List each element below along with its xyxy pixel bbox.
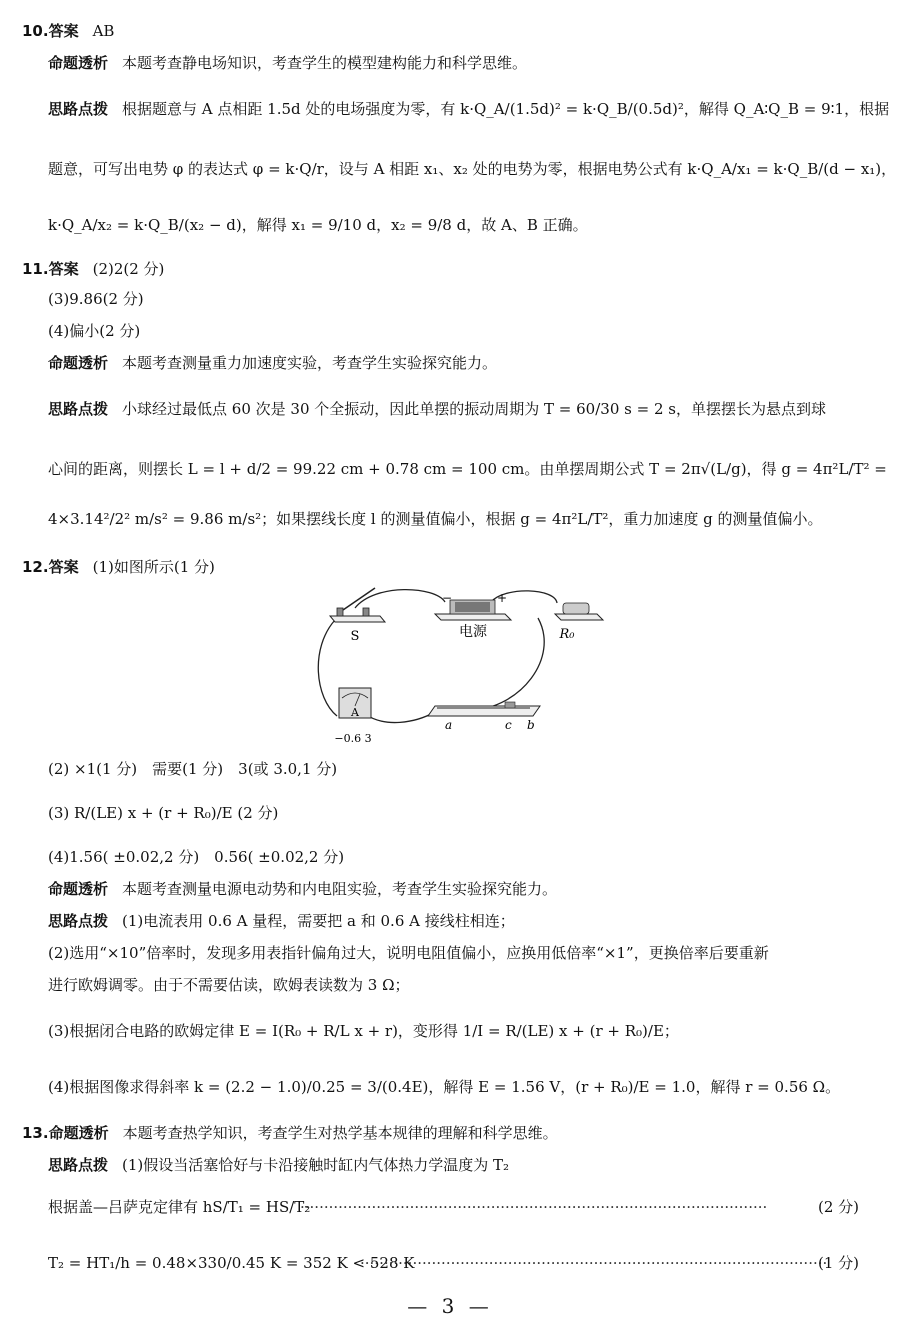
q13-leader-dots-2: ·································································································· [360, 1254, 828, 1272]
q11-number: 11. [22, 260, 49, 278]
q12-answer-1: (1)如图所示(1 分) [92, 558, 215, 576]
q12-analysis-line [48, 878, 557, 900]
ammeter-label: A [351, 706, 359, 719]
q13-score-1: (2 分) [818, 1198, 860, 1216]
q11-analysis: 本题考查测量重力加速度实验，考查学生实验探究能力。 [122, 354, 498, 372]
source-label: 电源 [459, 624, 487, 640]
q11-answer-line [22, 258, 164, 280]
page-number: — 3 — [407, 1294, 493, 1318]
q10-analysis-line [48, 52, 527, 74]
q12-answer-2: (2) ×1(1 分) 需要(1 分) 3(或 3.0,1 分) [48, 760, 338, 778]
rheostat-c: c [505, 718, 512, 732]
q10-answer: AB [92, 22, 115, 40]
q12-hint-text1: (1)电流表用 0.6 A 量程，需要把 a 和 0.6 A 接线柱相连； [122, 912, 515, 930]
ammeter-terminals: −0.6 3 [334, 732, 372, 745]
q12-answer-3: (3) R/(LE) x + (r + R₀)/E (2 分) [48, 804, 279, 822]
rheostat [428, 702, 540, 732]
q12-hint-line2a: (2)选用“×10”倍率时，发现多用表指针偏角过大，说明电阻值偏小，应换用低倍率“×1”，更换倍率后要重新 [48, 944, 769, 962]
q10-analysis: 本题考查静电场知识，考查学生的模型建构能力和科学思维。 [122, 54, 528, 72]
q12-hint-line4: (4)根据图像求得斜率 k = (2.2 − 1.0)/0.25 = 3/(0.4E)，解得 E = 1.56 V，(r + R₀)/E = 1.0，解得 r = 0.56 Ω。 [48, 1078, 841, 1096]
q10-number: 10. [22, 22, 49, 40]
q10-hint-line3: k·Q_A/x₂ = k·Q_B/(x₂ − d)，解得 x₁ = 9/10 d，x₂ = 9/8 d，故 A、B 正确。 [48, 216, 588, 234]
q13-hint-label: 思路点拨 [48, 1156, 109, 1174]
q13-hint-line3: T₂ = HT₁/h = 0.48×330/0.45 K = 352 K < 528 K [48, 1254, 415, 1272]
q10-answer-line [22, 20, 114, 42]
q10-analysis-label: 命题透析 [48, 54, 109, 72]
wire-switch-to-ammeter [318, 620, 337, 716]
circuit-diagram [315, 588, 575, 750]
q11-analysis-line [48, 352, 497, 374]
switch-label: S [350, 629, 360, 644]
rheostat-a: a [445, 718, 453, 732]
rheostat-b: b [527, 718, 535, 732]
q12-answer-label: 答案 [48, 558, 79, 576]
q10-hint-line1 [48, 98, 889, 120]
q13-hint-line1 [48, 1154, 509, 1176]
switch-s [330, 588, 385, 644]
q13-hint-text1: (1)假设当活塞恰好与卡沿接触时缸内气体热力学温度为 T₂ [122, 1156, 510, 1174]
power-source [435, 591, 511, 640]
q11-answer-4: (4)偏小(2 分) [48, 322, 141, 340]
q10-hint-text1: 根据题意与 A 点相距 1.5d 处的电场强度为零，有 k·Q_A/(1.5d)² = k·Q_B/(0.5d)²，解得 Q_A∶Q_B = 9∶1，根据 [122, 100, 890, 118]
source-plus-label: + [497, 591, 508, 605]
q11-answer-label: 答案 [48, 260, 79, 278]
q11-analysis-label: 命题透析 [48, 354, 109, 372]
q13-analysis: 本题考查热学知识，考查学生对热学基本规律的理解和科学思维。 [122, 1124, 558, 1142]
source-minus-label: − [442, 591, 453, 605]
q12-hint-line3: (3)根据闭合电路的欧姆定律 E = I(R₀ + R/L x + r)，变形得 1/I = R/(LE) x + (r + R₀)/E； [48, 1022, 679, 1040]
q11-answer-2: (2)2(2 分) [92, 260, 165, 278]
q13-leader-dots-1: ·································································································· [300, 1198, 768, 1216]
q13-analysis-label: 命题透析 [48, 1124, 109, 1142]
q13-number: 13. [22, 1124, 49, 1142]
q13-analysis-line [22, 1122, 558, 1144]
wire-ammeter-to-rheostat [365, 712, 435, 723]
q11-hint-text1: 小球经过最低点 60 次是 30 个全振动，因此单摆的振动周期为 T = 60/30 s = 2 s，单摆摆长为悬点到球 [122, 400, 826, 418]
q12-analysis-label: 命题透析 [48, 880, 109, 898]
q13-score-2: (1 分) [818, 1254, 860, 1272]
q10-hint-label: 思路点拨 [48, 100, 109, 118]
q11-hint-line3: 4×3.14²/2² m/s² = 9.86 m/s²；如果摆线长度 l 的测量值偏小，根据 g = 4π²L/T²，重力加速度 g 的测量值偏小。 [48, 510, 823, 528]
q10-answer-label: 答案 [48, 22, 79, 40]
resistor-label: R₀ [559, 627, 575, 642]
ammeter [334, 688, 371, 745]
q12-analysis: 本题考查测量电源电动势和内电阻实验，考查学生实验探究能力。 [122, 880, 558, 898]
q12-hint-line2b: 进行欧姆调零。由于不需要估读，欧姆表读数为 3 Ω； [48, 976, 410, 994]
q11-hint-line1 [48, 398, 826, 420]
q10-hint-line2: 题意，可写出电势 φ 的表达式 φ = k·Q/r，设与 A 相距 x₁、x₂ 处的电势为零，根据电势公式有 k·Q_A/x₁ = k·Q_B/(d − x₁)， [48, 160, 897, 178]
q13-hint-line2: 根据盖—吕萨克定律有 hS/T₁ = HS/T₂ [48, 1198, 311, 1216]
q12-answer-line [22, 556, 215, 578]
q12-number: 12. [22, 558, 49, 576]
q11-hint-label: 思路点拨 [48, 400, 109, 418]
resistor-r0 [555, 603, 603, 642]
q11-answer-3: (3)9.86(2 分) [48, 290, 144, 308]
q11-hint-line2: 心间的距离，则摆长 L = l + d/2 = 99.22 cm + 0.78 cm = 100 cm。由单摆周期公式 T = 2π√(L/g)，得 g = 4π²L/T² = [48, 460, 887, 478]
q12-answer-4: (4)1.56( ±0.02,2 分) 0.56( ±0.02,2 分) [48, 848, 345, 866]
q12-hint-line1 [48, 910, 515, 932]
q12-hint-label: 思路点拨 [48, 912, 109, 930]
